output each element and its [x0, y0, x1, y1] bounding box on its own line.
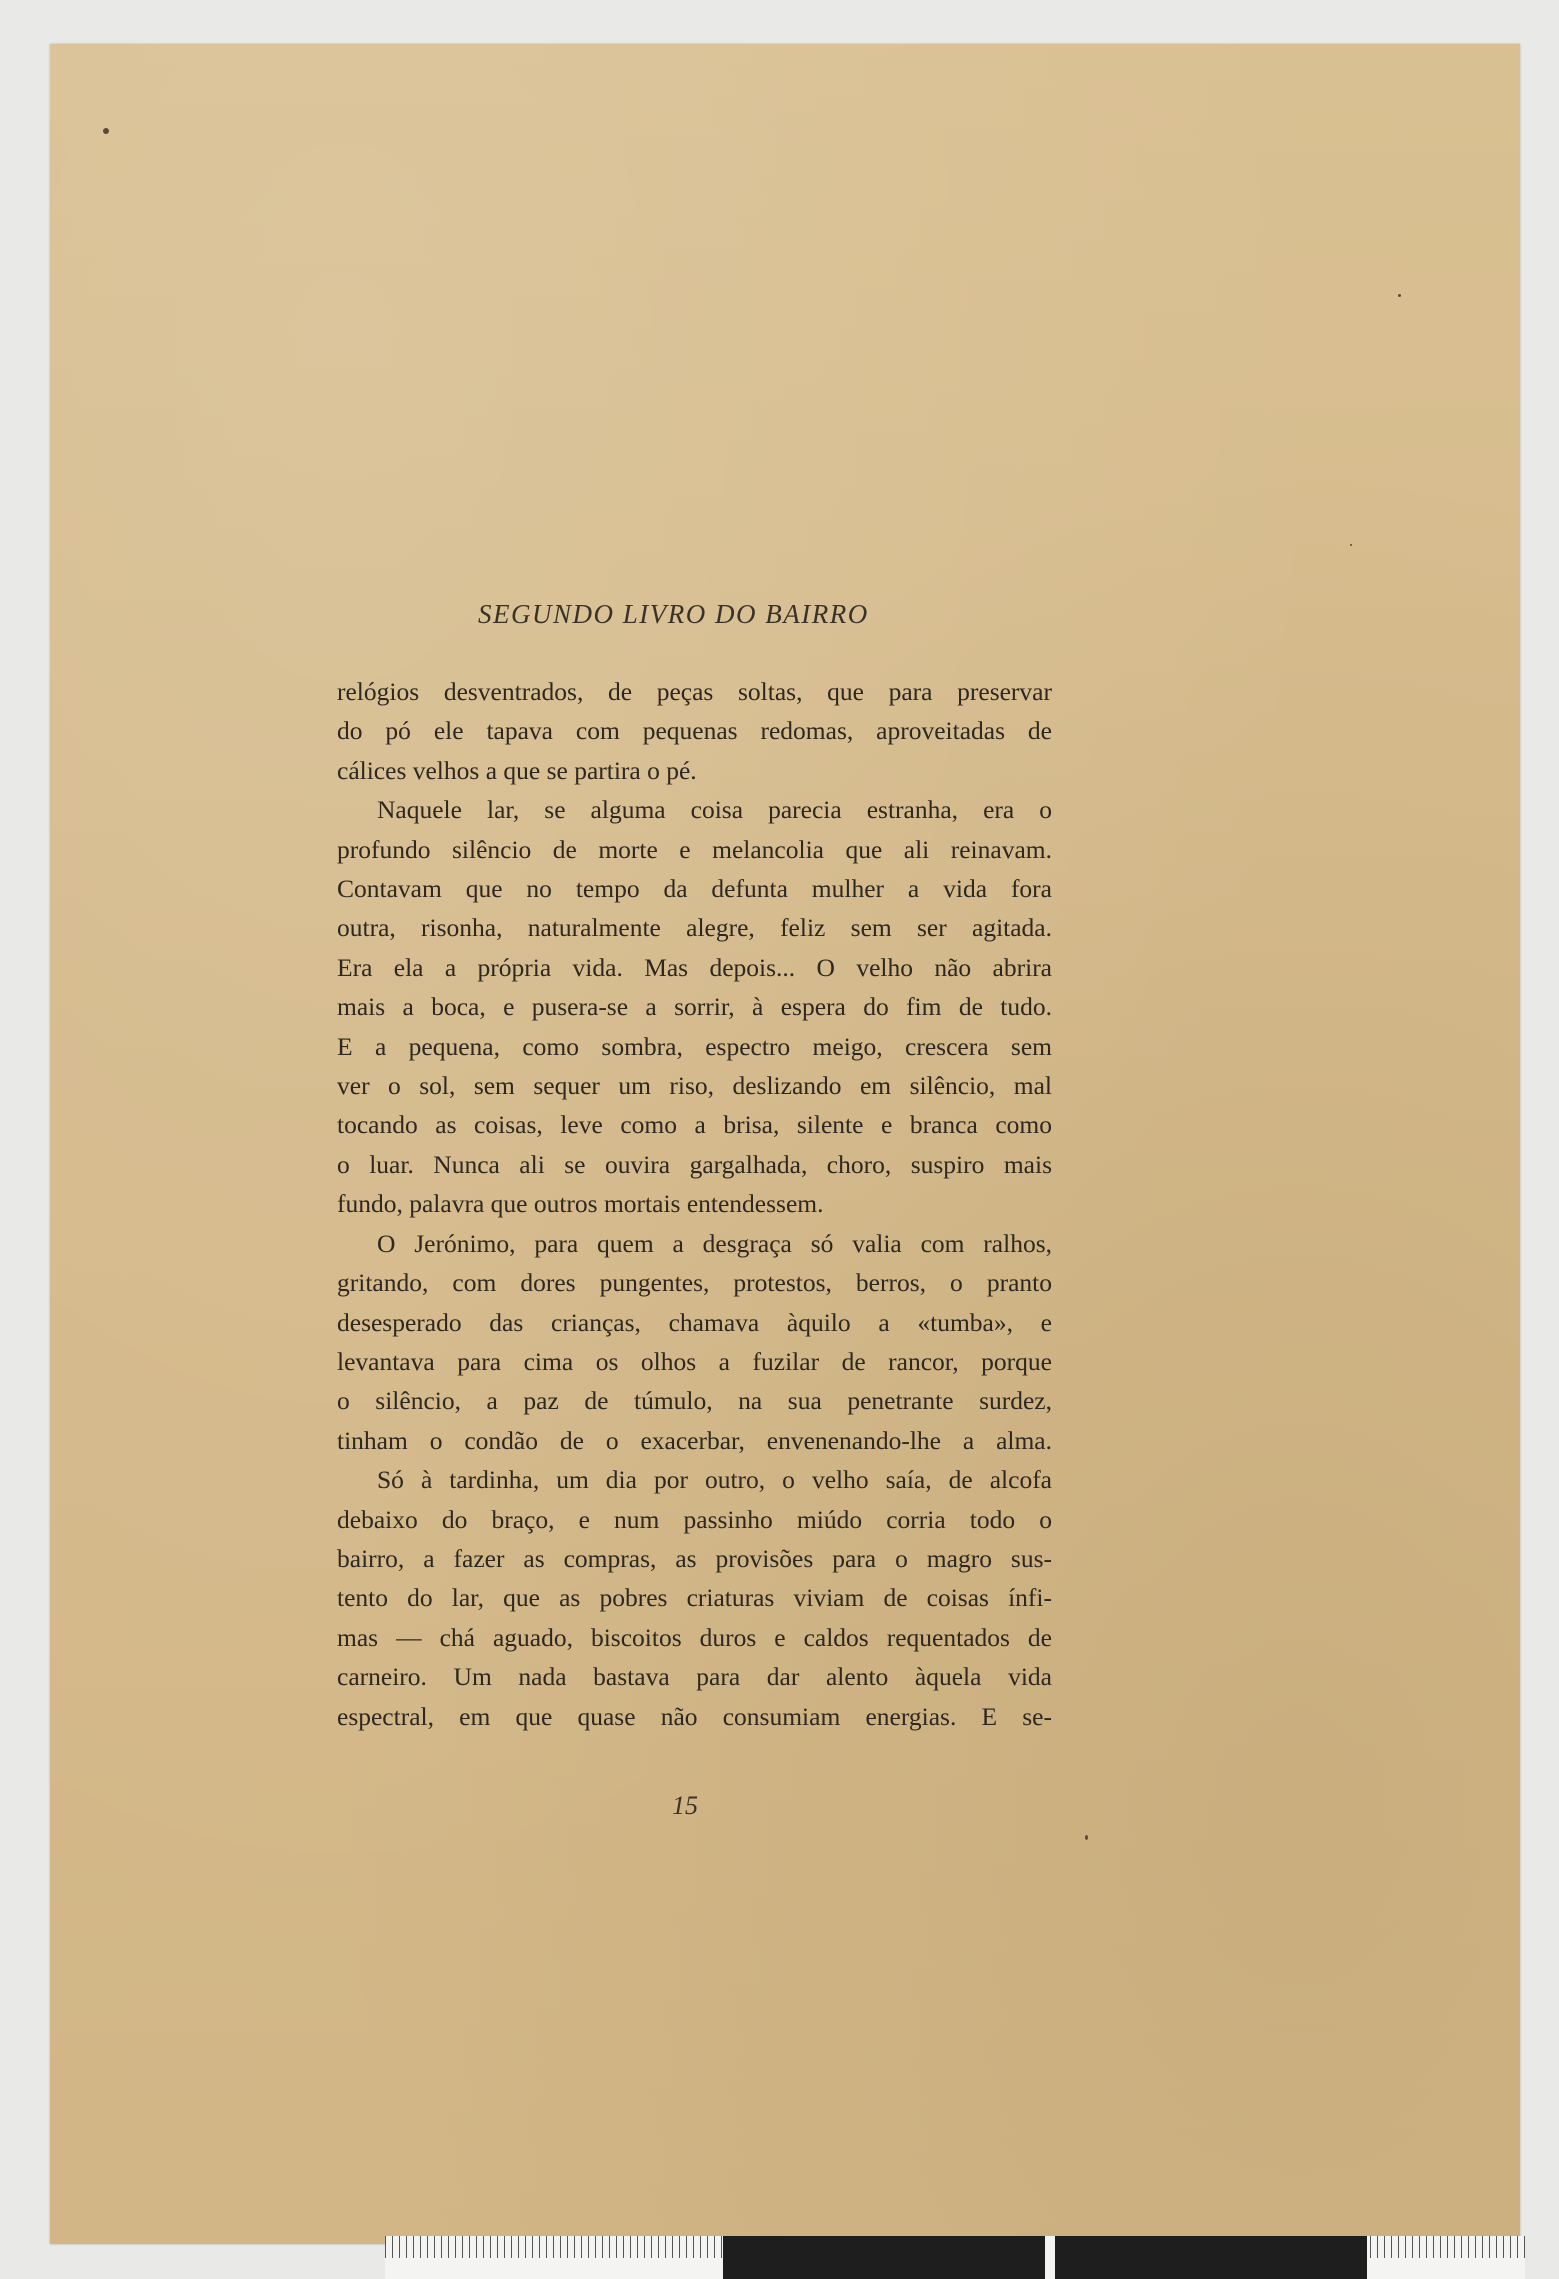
text-line: Naquele lar, se alguma coisa parecia estranha, era o — [377, 795, 1052, 825]
color-patch-black — [1055, 2236, 1367, 2279]
ruler-ticks — [1370, 2236, 1525, 2258]
text-line: relógios desventrados, de peças soltas, que para preservar — [337, 677, 1052, 706]
text-line: tento do lar, que as pobres criaturas viviam de coisas ínfi- — [337, 1583, 1052, 1613]
text-line: mais a boca, e pusera-se a sorrir, à espera do fim de tudo. — [337, 992, 1052, 1022]
paper-speck — [103, 128, 109, 134]
text-line: E a pequena, como sombra, espectro meigo, crescera sem — [337, 1031, 1052, 1061]
text-line: Contavam que no tempo da defunta mulher a vida fora — [337, 874, 1052, 904]
text-line: ver o sol, sem sequer um riso, deslizando em silêncio, mal — [337, 1071, 1052, 1101]
text-line: Só à tardinha, um dia por outro, o velho saía, de alcofa — [377, 1465, 1052, 1495]
paper-speck — [1350, 544, 1352, 546]
text-line: mas — chá aguado, biscoitos duros e caldos requentados de — [337, 1622, 1052, 1652]
text-line: O Jerónimo, para quem a desgraça só valia com ralhos, — [377, 1228, 1052, 1258]
text-line: debaixo do braço, e num passinho miúdo corria todo o — [337, 1504, 1052, 1534]
paper-speck — [1085, 1835, 1088, 1840]
paper-speck — [1398, 294, 1401, 297]
text-line: bairro, a fazer as compras, as provisões para o magro sus- — [337, 1543, 1052, 1573]
text-line: o silêncio, a paz de túmulo, na sua penetrante surdez, — [337, 1386, 1052, 1416]
text-line: o luar. Nunca ali se ouvira gargalhada, choro, suspiro mais — [337, 1149, 1052, 1179]
scale-ruler — [385, 2236, 1525, 2279]
text-line: levantava para cima os olhos a fuzilar de rancor, porque — [337, 1346, 1052, 1376]
text-line: fundo, palavra que outros mortais entendessem. — [337, 1189, 824, 1219]
text-line: profundo silêncio de morte e melancolia que ali reinavam. — [337, 834, 1052, 864]
text-line: outra, risonha, naturalmente alegre, feliz sem ser agitada. — [337, 913, 1052, 943]
page-number: 15 — [672, 1791, 698, 1820]
text-line: Era ela a própria vida. Mas depois... O velho não abrira — [337, 952, 1052, 982]
text-line: tocando as coisas, leve como a brisa, silente e branca como — [337, 1110, 1052, 1140]
text-line: gritando, com dores pungentes, protestos, berros, o pranto — [337, 1268, 1052, 1298]
text-line: desesperado das crianças, chamava àquilo a «tumba», e — [337, 1307, 1052, 1337]
text-line: cálices velhos a que se partira o pé. — [337, 755, 697, 785]
running-head: SEGUNDO LIVRO DO BAIRRO — [478, 599, 869, 629]
text-line: do pó ele tapava com pequenas redomas, aproveitadas de — [337, 716, 1052, 746]
body-text — [337, 672, 1052, 1736]
text-line: espectral, em que quase não consumiam energias. E se- — [337, 1701, 1052, 1731]
color-patch-black — [723, 2236, 1045, 2279]
text-line: tinham o condão de o exacerbar, envenenando-lhe a alma. — [337, 1425, 1052, 1455]
text-line: carneiro. Um nada bastava para dar alento àquela vida — [337, 1662, 1052, 1692]
ruler-ticks — [385, 2236, 725, 2258]
